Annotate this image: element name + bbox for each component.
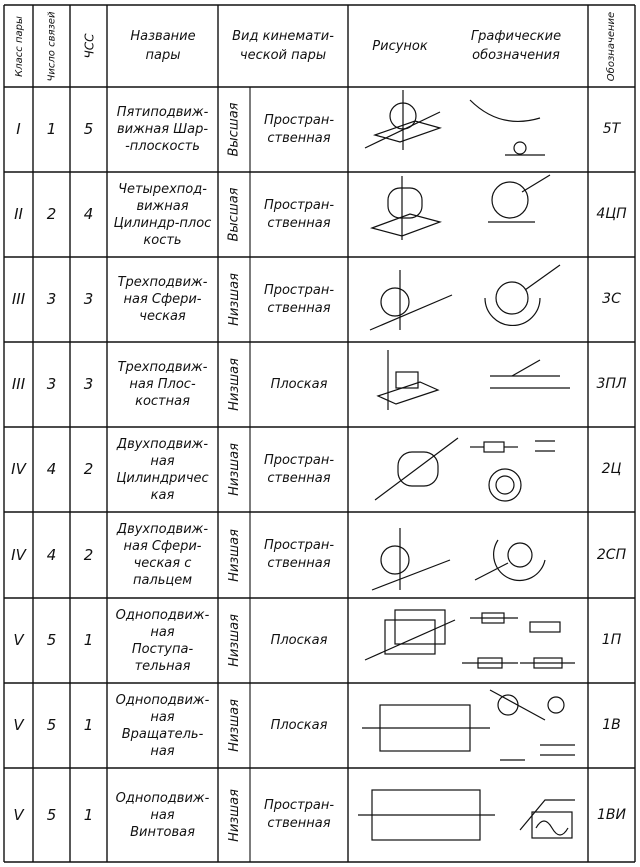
dof-value: 1 (83, 631, 94, 649)
level-value: Низшая (226, 788, 242, 842)
row-illustration (378, 350, 570, 410)
header-class-label: Класс пары (13, 15, 25, 77)
header-designation (590, 6, 634, 86)
row-kind (250, 598, 348, 683)
row-illustration (362, 690, 575, 760)
name-line: Цилиндр-плос (113, 215, 212, 231)
name-line: ная Сфери- (123, 292, 202, 307)
row-level (218, 768, 250, 862)
header-name-line-2: пары (145, 48, 181, 63)
code-value: 1ВИ (597, 806, 626, 823)
dof-value: 1 (83, 805, 94, 824)
row-illustration (372, 175, 550, 240)
code-value: 4ЦП (596, 206, 627, 222)
dof-value: 3 (83, 375, 94, 393)
row-name (107, 342, 218, 427)
row-links (33, 342, 70, 427)
kind-line: Простран- (263, 538, 335, 553)
code-value: 3С (602, 291, 621, 307)
row-links (33, 598, 70, 683)
row-illustration (370, 265, 560, 330)
row-illustration (365, 90, 545, 155)
kind-line: ственная (267, 816, 331, 831)
row-links (33, 427, 70, 512)
row-level (218, 342, 250, 427)
row-kind (250, 257, 348, 342)
name-line: ная (150, 453, 175, 469)
kind-line: ственная (267, 470, 331, 486)
row-kind (250, 172, 348, 257)
row-kind (250, 683, 348, 768)
code-value: 2СП (596, 546, 627, 563)
links-value: 1 (46, 120, 57, 138)
kind-line: Плоская (270, 376, 328, 392)
header-picture (360, 6, 440, 86)
row-class (4, 342, 33, 427)
class-value: II (14, 205, 23, 223)
row-class (4, 427, 33, 512)
level-value: Низшая (226, 358, 242, 411)
links-value: 3 (46, 375, 57, 393)
row-dof (70, 342, 107, 427)
name-line: Одноподвиж- (115, 790, 210, 806)
header-links (34, 6, 70, 86)
row-code (588, 342, 635, 427)
row-name (107, 172, 218, 257)
name-line: ческая (139, 309, 186, 324)
header-kind (219, 6, 347, 86)
name-line: ная Плос- (129, 377, 196, 392)
header-picture-label: Рисунок (372, 38, 428, 54)
class-value: III (11, 290, 26, 308)
links-value: 5 (46, 631, 57, 649)
level-value: Высшая (226, 187, 242, 242)
row-dof (70, 598, 107, 683)
header-designation-label: Обозначение (606, 11, 618, 81)
class-value: I (16, 120, 21, 138)
row-illustration (375, 438, 555, 501)
row-class (4, 683, 33, 768)
name-line: ная (150, 624, 175, 640)
row-dof (70, 257, 107, 342)
row-links (33, 512, 70, 598)
row-name (107, 512, 218, 598)
links-value: 5 (46, 805, 57, 824)
row-code (588, 172, 635, 257)
row-level (218, 172, 250, 257)
row-name (107, 87, 218, 172)
level-value: Высшая (226, 102, 242, 157)
code-value: 3ПЛ (596, 376, 627, 392)
row-name (107, 683, 218, 768)
dof-value: 5 (83, 120, 94, 138)
dof-value: 1 (83, 716, 94, 734)
name-line: -плоскость (125, 139, 200, 154)
row-level (218, 683, 250, 768)
row-class (4, 257, 33, 342)
code-value: 2Ц (601, 461, 622, 477)
links-value: 3 (46, 290, 57, 308)
kind-line: Простран- (263, 452, 335, 468)
name-line: костная (135, 394, 190, 409)
name-line: ная (150, 709, 175, 725)
row-class (4, 768, 33, 862)
links-value: 5 (46, 716, 57, 734)
kind-line: Простран- (263, 112, 335, 128)
level-value: Низшая (226, 699, 242, 752)
name-line: ная (150, 743, 175, 759)
dof-value: 2 (83, 545, 94, 564)
row-links (33, 257, 70, 342)
dof-value: 3 (83, 290, 94, 308)
name-line: Одноподвиж- (115, 607, 210, 623)
name-line: кость (143, 232, 182, 248)
row-class (4, 598, 33, 683)
header-symbols-line-2: обозначения (472, 48, 560, 63)
header-symbols-line-1: Графические (470, 29, 562, 44)
row-level (218, 427, 250, 512)
level-value: Низшая (226, 273, 242, 326)
class-value: IV (11, 545, 26, 564)
name-line: вижная Шар- (116, 122, 209, 137)
header-symbols (446, 6, 586, 86)
row-level (218, 598, 250, 683)
kind-line: ственная (267, 556, 331, 571)
row-illustration (358, 790, 575, 840)
row-class (4, 172, 33, 257)
row-name (107, 768, 218, 862)
class-value: III (11, 375, 26, 393)
dof-value: 4 (83, 205, 94, 223)
row-kind (250, 342, 348, 427)
class-value: IV (11, 460, 26, 478)
row-dof (70, 683, 107, 768)
class-value: V (13, 805, 24, 824)
class-value: V (13, 631, 24, 649)
kind-line: ственная (267, 215, 331, 231)
row-code (588, 512, 635, 598)
kind-line: Простран- (263, 798, 335, 813)
name-line: Пятиподвиж- (116, 105, 209, 120)
level-value: Низшая (226, 443, 242, 496)
row-code (588, 768, 635, 862)
kind-line: Простран- (263, 282, 335, 298)
row-dof (70, 172, 107, 257)
links-value: 2 (46, 205, 57, 223)
kind-line: Плоская (270, 632, 328, 648)
row-name (107, 257, 218, 342)
code-value: 1В (602, 717, 621, 733)
name-line: Одноподвиж- (115, 692, 210, 708)
name-line: ная (150, 807, 175, 823)
header-links-label: Число связей (46, 11, 58, 81)
row-name (107, 598, 218, 683)
links-value: 4 (46, 460, 57, 478)
name-line: кая (150, 487, 175, 503)
row-illustration (372, 528, 545, 590)
row-kind (250, 512, 348, 598)
header-name (108, 6, 218, 86)
row-dof (70, 512, 107, 598)
name-line: ческая с (133, 556, 192, 571)
name-line: Трехподвиж- (117, 360, 208, 375)
header-dof (71, 6, 107, 86)
header-dof-label: ЧСС (81, 33, 96, 59)
row-links (33, 768, 70, 862)
row-code (588, 427, 635, 512)
kind-line: ственная (267, 300, 331, 316)
row-dof (70, 427, 107, 512)
code-value: 1П (601, 632, 622, 648)
name-line: Двухподвиж- (116, 436, 209, 452)
level-value: Низшая (226, 614, 242, 667)
name-line: ная Сфери- (123, 539, 202, 554)
row-code (588, 598, 635, 683)
name-line: Четырехпод- (118, 181, 207, 197)
kind-line: ственная (267, 130, 331, 146)
row-name (107, 427, 218, 512)
row-kind (250, 427, 348, 512)
kind-line: Простран- (263, 197, 335, 213)
row-class (4, 87, 33, 172)
dof-value: 2 (83, 460, 94, 478)
row-links (33, 683, 70, 768)
header-kind-line-1: Вид кинемати- (232, 29, 334, 44)
name-line: Цилиндричес (116, 470, 209, 486)
row-kind (250, 768, 348, 862)
code-value: 5Т (602, 121, 621, 137)
name-line: Трехподвиж- (117, 275, 208, 290)
header-class (5, 6, 33, 86)
name-line: вижная (136, 198, 189, 214)
row-code (588, 683, 635, 768)
name-line: Вращатель- (121, 726, 204, 742)
kind-line: Плоская (270, 717, 328, 733)
row-dof (70, 768, 107, 862)
name-line: Винтовая (130, 824, 195, 840)
name-line: пальцем (132, 573, 193, 588)
row-links (33, 87, 70, 172)
name-line: Поступа- (131, 641, 194, 657)
row-level (218, 257, 250, 342)
row-class (4, 512, 33, 598)
level-value: Низшая (226, 528, 242, 582)
row-kind (250, 87, 348, 172)
row-code (588, 87, 635, 172)
row-level (218, 512, 250, 598)
header-kind-line-2: ческой пары (239, 48, 327, 63)
header-name-line-1: Название (130, 29, 196, 44)
row-code (588, 257, 635, 342)
class-value: V (13, 716, 24, 734)
links-value: 4 (46, 545, 57, 564)
row-illustration (365, 610, 575, 668)
row-links (33, 172, 70, 257)
name-line: тельная (134, 658, 191, 674)
row-level (218, 87, 250, 172)
row-dof (70, 87, 107, 172)
name-line: Двухподвиж- (116, 522, 209, 537)
